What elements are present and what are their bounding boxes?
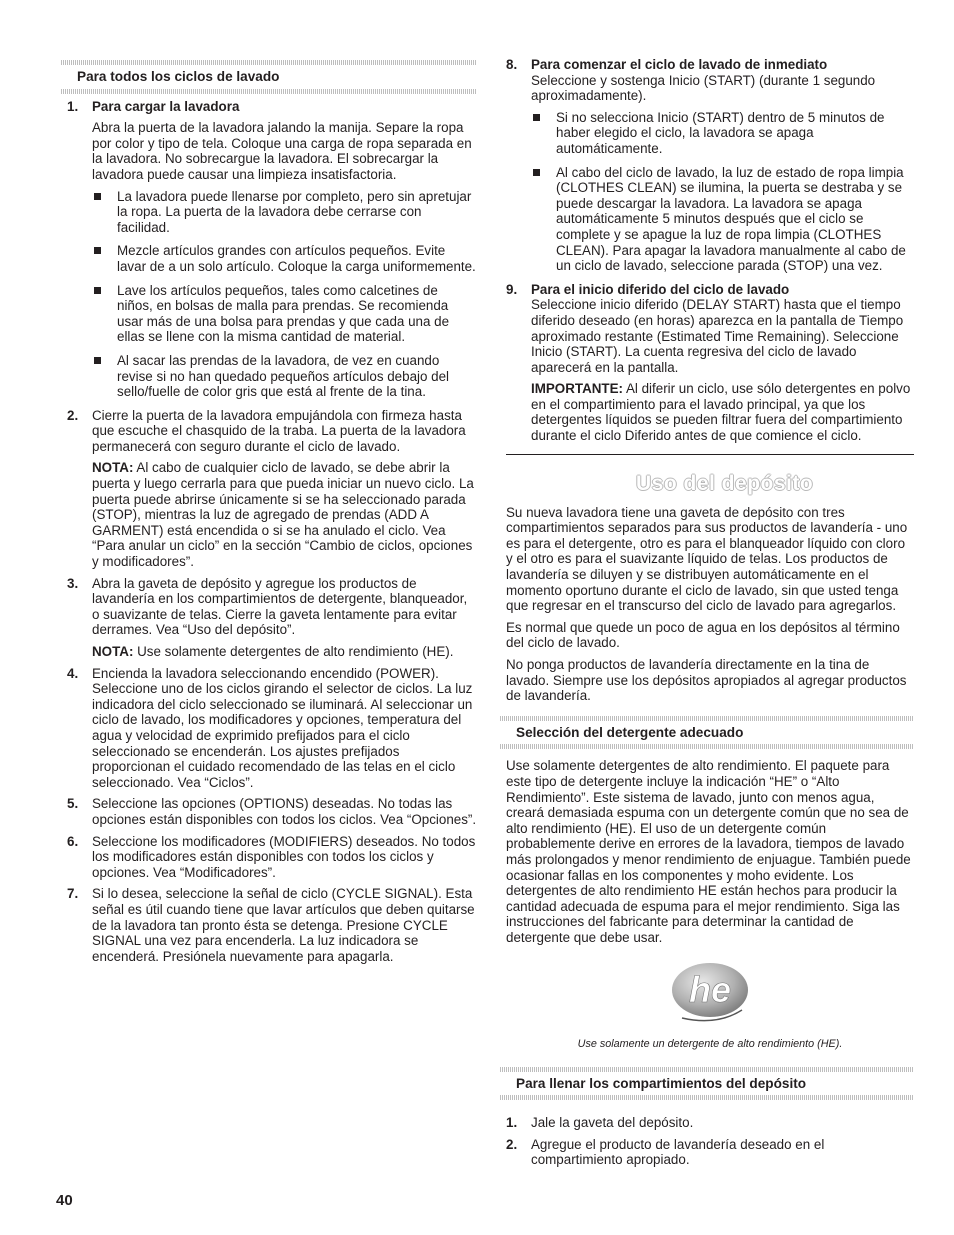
- divider: [506, 454, 914, 455]
- step-text: Cierre la puerta de la lavadora empujándola con firmeza hasta que escuche el chasquido de la traba. La puerta de la lavadora permanecerá con seguro durante el ciclo de lavado.: [92, 407, 466, 454]
- right-column: [506, 57, 914, 1174]
- section-title: Para llenar los compartimientos del depósito: [516, 1075, 807, 1091]
- step-6: [67, 834, 477, 881]
- bullet-item: Lave los artículos pequeños, tales como calcetines de niños, en bolsas de malla para prendas. Se recomienda usar más de una bolsa para prendas y que cada una de ellas se llene con la misma cantidad de material.: [92, 283, 477, 345]
- step-number: 6.: [67, 833, 79, 849]
- note-text: Al cabo de cualquier ciclo de lavado, se debe abrir la puerta y luego cerrarla para que pueda iniciar un nuevo ciclo. La puerta puede abrirse únicamente si se ha seleccionado parada (STOP), mientras la luz de agregado de prendas (ADD A GARMENT) está encendida o si se ha anulado el ciclo. Vea “Para anular un ciclo” en la sección “Cambio de ciclos, opciones y modificadores”.: [92, 460, 474, 570]
- step-text: Seleccione las opciones (OPTIONS) deseadas. No todas las opciones están disponibles con todos los ciclos. Vea “Opciones”.: [92, 796, 477, 827]
- step-5: [67, 796, 477, 827]
- fill-step-1: [506, 1115, 914, 1131]
- section-title: Para todos los ciclos de lavado: [77, 69, 280, 84]
- he-logo-icon: [662, 958, 758, 1028]
- dispenser-heading: Uso del depósito: [636, 471, 814, 495]
- step-number: 8.: [506, 57, 518, 72]
- note-text: Use solamente detergentes de alto rendimiento (HE).: [133, 644, 454, 659]
- step-text: Jale la gaveta del depósito.: [531, 1115, 694, 1131]
- step-number: 7.: [67, 886, 79, 902]
- page-number: 40: [56, 1192, 73, 1209]
- step-text: Seleccione inicio diferido (DELAY START) hasta que el tiempo diferido deseado (en horas) aparezca en la pantalla de Tiempo aproximado restante (Estimated Time Remaining). Seleccione Inicio (START). La cuenta regresiva del ciclo de lavado aparecerá en la pantalla.: [531, 297, 904, 375]
- paragraph: No ponga productos de lavandería directamente en la tina de lavado. Siempre use los depósitos apropiados al agregar productos de lavandería.: [506, 657, 907, 704]
- step-8: [506, 57, 914, 274]
- paragraph: Use solamente detergentes de alto rendimiento. El paquete para este tipo de detergente incluye la indicación “HE” o “Alto Rendimiento”. Este sistema de lavado, junto con menos agua, creará demasiada espuma con un detergente común que no sea de alto rendimiento (HE). El uso de un detergente común probablemente derive en errores de la lavadora, tiempos de lavado más prolongados y menor rendimiento de enjuague. También puede ocasionar fallas en los componentes y moho evidente. Los detergentes de alto rendimiento HE están hechos para producir la cantidad adecuada de espuma para el mejor rendimiento. Siga las instrucciones del fabricante para determinar la cantidad de detergente que debe usar.: [506, 758, 911, 945]
- step-9: [506, 282, 914, 444]
- step-text: Encienda la lavadora seleccionando encendido (POWER). Seleccione uno de los ciclos girando el selector de ciclos. La luz indicadora del ciclo seleccionado se iluminará. Al seleccionar un ciclo de lavado, los modificadores y opciones, temperatura del agua y velocidad de exprimido prefijados para el ciclo seleccionado se encenderán. Los ajustes prefijados proporcionan el cuidado recomendado de las telas en el ciclo seleccionado. Vea “Ciclos”.: [92, 665, 473, 790]
- step-number: 1.: [67, 98, 79, 114]
- step-title: Para el inicio diferido del ciclo de lavado: [531, 281, 790, 297]
- he-logo: [506, 958, 914, 1032]
- step-number: 2.: [67, 407, 79, 423]
- bullet-item: Al cabo del ciclo de lavado, la luz de estado de ropa limpia (CLOTHES CLEAN) se ilumina, la puerta se destraba y se puede descargar la lavadora. La lavadora se apaga automáticamente 5 minutos después que el ciclo se complete y se apague la luz de ropa limpia (CLOTHES CLEAN). Para apagar la lavadora manualmente al cabo de un ciclo de lavado, seleccione parada (STOP) una vez.: [531, 165, 914, 274]
- section-header-all-cycles: [67, 68, 477, 89]
- bullet-item: La lavadora puede llenarse por completo, pero sin apretujar la ropa. La puerta de la lavadora debe cerrarse con facilidad.: [92, 189, 477, 236]
- step-text: Si lo desea, seleccione la señal de ciclo (CYCLE SIGNAL). Esta señal es útil cuando tiene que lavar artículos que deben quitarse de la lavadora tan pronto ésta se detenga. Presione CYCLE SIGNAL una vez para encenderla. La luz indicadora se encenderá. Presiónela nuevamente para apagarla.: [92, 886, 475, 964]
- step-1: [67, 99, 477, 400]
- step-number: 2.: [506, 1136, 518, 1152]
- paragraph: Su nueva lavadora tiene una gaveta de depósito con tres compartimientos separados para sus productos de lavandería - uno es para el detergente, otro es para el blanqueador líquido con cloro y el otro es para el suavizante líquido de telas. Los productos de lavandería se diluyen y se distribuyen automáticamente en el momento oportuno durante el ciclo de lavado, sin que usted tenga que regresar en el transcurso del ciclo de lavado para agregarlos.: [506, 504, 908, 614]
- important-note: [531, 381, 914, 443]
- step-text: Abra la gaveta de depósito y agregue los productos de lavandería en los compartimientos de detergente, blanqueador, o suavizante de telas. Cierre la gaveta lentamente para evitar derrames. Vea “Uso del depósito”.: [92, 575, 468, 638]
- step-3: [67, 576, 477, 660]
- bullet-item: Al sacar las prendas de la lavadora, de vez en cuando revise si no han quedado pequeños artículos debajo del sello/fuelle de color gris que está al frente de la tina.: [92, 353, 477, 400]
- he-logo-text: he: [688, 968, 732, 1010]
- fill-step-2: [506, 1137, 914, 1168]
- left-column: [67, 68, 477, 970]
- step-note: [92, 460, 477, 569]
- bullet-item: Mezcle artículos grandes con artículos pequeños. Evite lavar de a un solo artículo. Coloque la carga uniformemente.: [92, 243, 477, 274]
- bullet-item: Si no selecciona Inicio (START) dentro de 5 minutos de haber elegido el ciclo, la lavadora se apaga automáticamente.: [531, 110, 914, 157]
- important-label: IMPORTANTE:: [531, 381, 623, 397]
- step-title: Para cargar la lavadora: [92, 98, 240, 114]
- step-number: 5.: [67, 796, 79, 812]
- step-text: Seleccione los modificadores (MODIFIERS) deseados. No todos los modificadores están disponibles con todos los ciclos y opciones. Vea “Modificadores”.: [92, 833, 476, 880]
- step-number: 4.: [67, 665, 79, 681]
- step-title: Para comenzar el ciclo de lavado de inmediato: [531, 57, 828, 72]
- section-header-detergent: [506, 724, 914, 745]
- step-text: Abra la puerta de la lavadora jalando la manija. Separe la ropa por color y tipo de tela. Coloque una carga de ropa separada en la lavadora. No sobrecargue la lavadora. El sobrecargar la lavadora puede causar una limpieza insatisfactoria.: [92, 120, 472, 182]
- step-4: [67, 666, 477, 791]
- note-label: NOTA:: [92, 644, 134, 659]
- step-note: [92, 644, 477, 660]
- important-text: Al diferir un ciclo, use sólo detergentes en polvo en el compartimiento para el lavado principal, ya que los detergentes líquidos se pueden filtrar fuera del compartimiento durante el ciclo Diferido antes de que comience el ciclo.: [531, 381, 911, 444]
- step-number: 1.: [506, 1115, 518, 1131]
- note-label: NOTA:: [92, 460, 134, 476]
- step-number: 3.: [67, 575, 79, 591]
- step-text: Agregue el producto de lavandería deseado en el compartimiento apropiado.: [531, 1136, 825, 1168]
- paragraph: Es normal que quede un poco de agua en los depósitos al término del ciclo de lavado.: [506, 619, 900, 651]
- step-text: Seleccione y sostenga Inicio (START) (durante 1 segundo aproximadamente).: [531, 72, 876, 104]
- logo-caption: Use solamente un detergente de alto rendimiento (HE).: [577, 1038, 843, 1051]
- step-number: 9.: [506, 281, 518, 297]
- section-title: Selección del detergente adecuado: [516, 724, 744, 740]
- step-7: [67, 886, 477, 964]
- step-2: [67, 408, 477, 570]
- section-header-fill: [506, 1075, 914, 1096]
